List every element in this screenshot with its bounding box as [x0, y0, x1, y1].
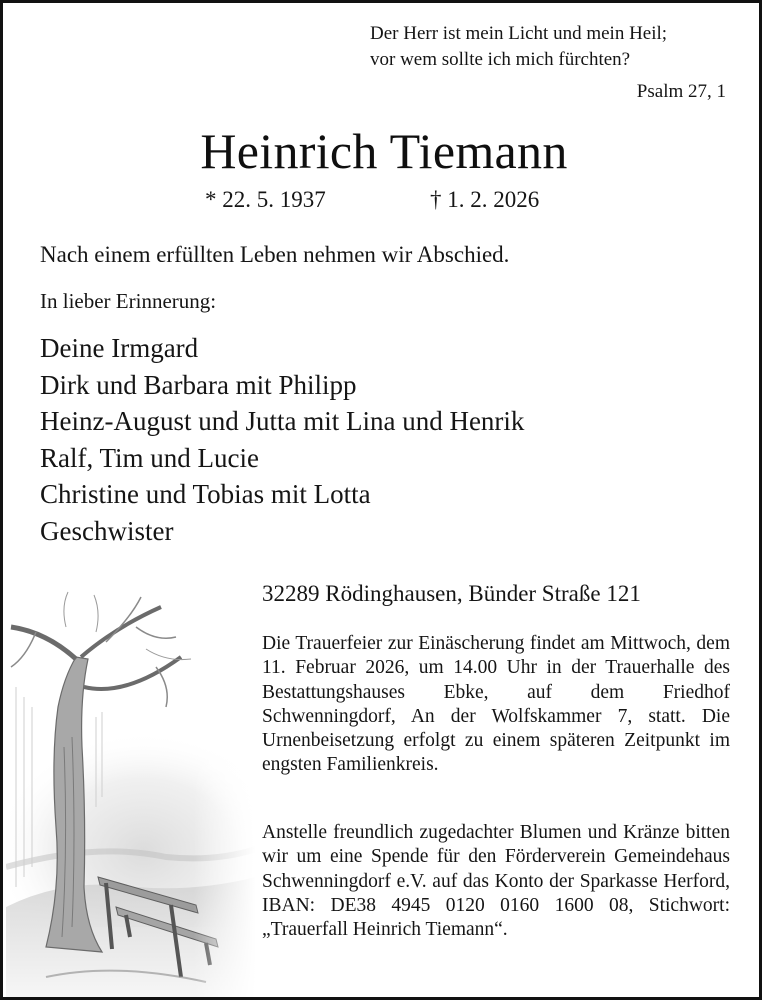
- family-address: 32289 Rödinghausen, Bünder Straße 121: [262, 581, 641, 606]
- psalm-line-2: vor wem sollte ich mich fürchten?: [370, 49, 631, 70]
- memory-heading: In lieber Erinnerung:: [40, 289, 217, 313]
- farewell-line: Nach einem erfüllten Leben nehmen wir Abschied.: [40, 242, 510, 267]
- death-date: † 1. 2. 2026: [430, 187, 540, 212]
- mourners-list: [40, 330, 524, 549]
- donation-notice: [262, 821, 730, 942]
- mourner-entry: Christine und Tobias mit Lotta: [40, 479, 371, 509]
- life-dates: [3, 185, 762, 215]
- mourner-entry: Deine Irmgard: [40, 333, 199, 363]
- mourner-entry: Heinz-August und Jutta mit Lina und Henrik: [40, 406, 525, 436]
- ceremony-notice: [262, 632, 730, 778]
- mourner-entry: Dirk und Barbara mit Philipp: [40, 369, 357, 400]
- mourner-entry: Ralf, Tim und Lucie: [40, 442, 260, 473]
- donation-text: Anstelle freundlich zugedachter Blumen und Kränze bitten wir um eine Spende für den Förderverein Gemeindehaus Schwenningdorf e.V. auf das Konto der Sparkasse Herford, IBAN: DE38 4945 0120 0160 1600 08, Stichwort: „Trauerfall Heinrich Tiemann“.: [262, 822, 730, 941]
- tree-bench-drawing-icon: [6, 587, 256, 997]
- tree-bench-illustration: [6, 587, 256, 997]
- psalm-quote-block: [346, 21, 726, 105]
- psalm-line-1: Der Herr ist mein Licht und mein Heil;: [370, 23, 668, 44]
- psalm-reference: Psalm 27, 1: [636, 81, 726, 102]
- ceremony-text: Die Trauerfeier zur Einäscherung findet am Mittwoch, dem 11. Februar 2026, um 14.00 Uhr in der Trauerhalle des Bestattungshauses Ebke, auf dem Friedhof Schwenningdorf, An der Wolfskammer 7, statt. Die Urnenbeisetzung erfolgt zu einem späteren Zeitpunkt im engsten Familienkreis.: [262, 633, 730, 776]
- psalm-quote: [346, 21, 726, 73]
- deceased-name: Heinrich Tiemann: [200, 123, 568, 179]
- mourner-entry: Geschwister: [40, 515, 174, 546]
- birth-date: * 22. 5. 1937: [205, 187, 326, 212]
